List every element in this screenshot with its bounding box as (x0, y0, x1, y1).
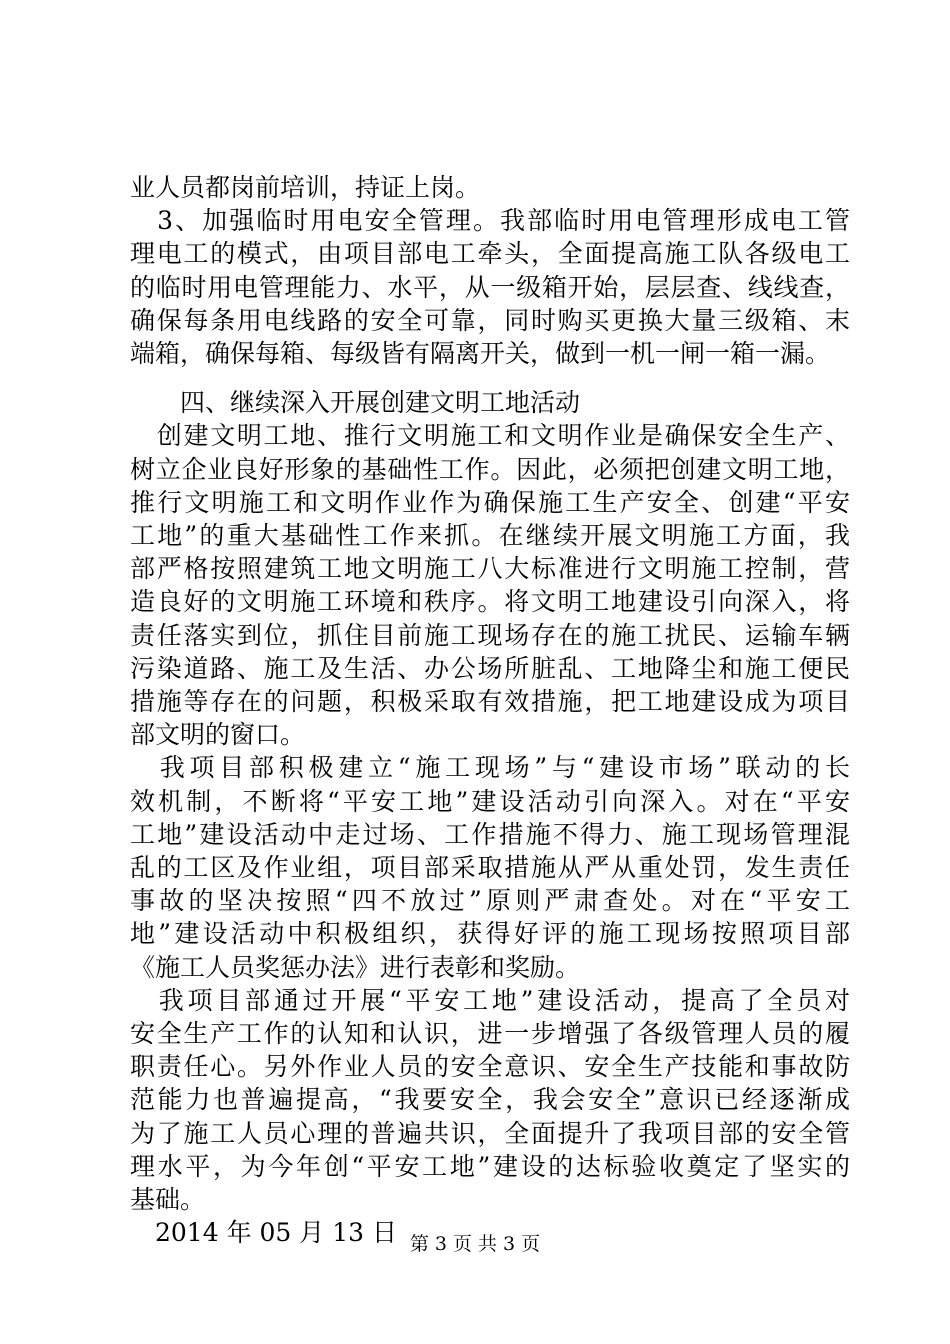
text-line: 为了施工人员心理的普遍共识，全面提升了我项目部的安全管 (130, 1119, 850, 1148)
text-line: 基础。 (130, 1185, 206, 1214)
text-line: 职责任心。另外作业人员的安全意识、安全生产技能和事故防 (130, 1052, 850, 1081)
text-line: 端箱，确保每箱、每级皆有隔离开关，做到一机一闸一箱一漏。 (130, 339, 831, 368)
text-line: 我项目部积极建立“施工现场”与“建设市场”联动的长 (130, 753, 850, 782)
text-line: 推行文明施工和文明作业作为确保施工生产安全、创建“平安 (130, 488, 850, 517)
text-line: 造良好的文明施工环境和秩序。将文明工地建设引向深入，将 (130, 587, 850, 616)
text-line: 安全生产工作的认知和认识，进一步增强了各级管理人员的履 (130, 1019, 850, 1048)
text-line: 部文明的窗口。 (130, 720, 306, 749)
page-footer: 第 3 页 共 3 页 (409, 1233, 541, 1255)
section-heading: 四、继续深入开展创建文明工地活动 (130, 388, 581, 417)
text-line: 业人员都岗前培训，持证上岗。 (130, 173, 481, 202)
text-line: 效机制，不断将“平安工地”建设活动引向深入。对在“平安 (130, 787, 850, 816)
text-line: 我项目部通过开展“平安工地”建设活动，提高了全员对 (130, 986, 850, 1015)
text-line: 理水平，为今年创“平安工地”建设的达标验收奠定了坚实的 (130, 1152, 850, 1181)
text-line: 工地”建设活动中走过场、工作措施不得力、施工现场管理混 (130, 820, 850, 849)
text-line: 3、加强临时用电安全管理。我部临时用电管理形成电工管 (130, 206, 850, 235)
text-line: 乱的工区及作业组，项目部采取措施从严从重处罚，发生责任 (130, 853, 850, 882)
text-line: 措施等存在的问题，积极采取有效措施，把工地建设成为项目 (130, 687, 850, 716)
text-line: 创建文明工地、推行文明施工和文明作业是确保安全生产、 (130, 421, 850, 450)
text-line: 部严格按照建筑工地文明施工八大标准进行文明施工控制，营 (130, 554, 850, 583)
text-line: 确保每条用电线路的安全可靠，同时购买更换大量三级箱、末 (130, 306, 850, 335)
text-line: 地”建设活动中积极组织，获得好评的施工现场按照项目部 (130, 919, 850, 948)
text-line: 责任落实到位，抓住目前施工现场存在的施工扰民、运输车辆 (130, 621, 850, 650)
text-line: 工地”的重大基础性工作来抓。在继续开展文明施工方面，我 (130, 521, 850, 550)
text-line: 《施工人员奖惩办法》进行表彰和奖励。 (130, 953, 581, 982)
text-line: 的临时用电管理能力、水平，从一级箱开始，层层查、线线查， (130, 273, 850, 302)
text-line: 2014 年 05 月 13 日 (130, 1218, 397, 1247)
text-line: 树立企业良好形象的基础性工作。因此，必须把创建文明工地， (130, 455, 850, 484)
text-line: 污染道路、施工及生活、办公场所脏乱、工地降尘和施工便民 (130, 654, 850, 683)
text-line: 范能力也普遍提高，“我要安全，我会安全”意识已经逐渐成 (130, 1085, 850, 1114)
text-line: 理电工的模式，由项目部电工牵头，全面提高施工队各级电工 (130, 239, 850, 268)
text-line: 事故的坚决按照“四不放过”原则严肃查处。对在“平安工 (130, 886, 850, 915)
